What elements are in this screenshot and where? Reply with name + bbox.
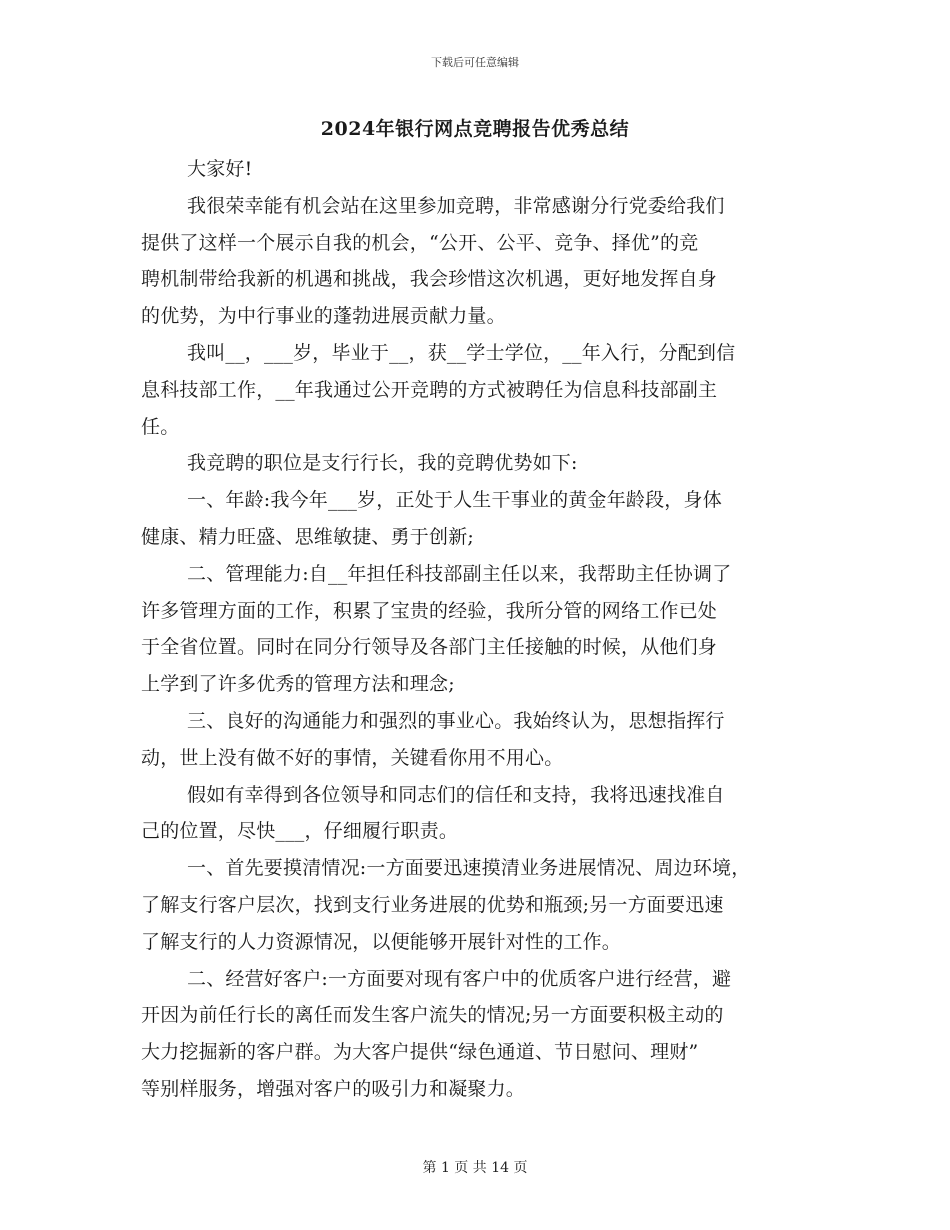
body-line: 开因为前任行长的离任而发生客户流失的情况;另一方面要积极主动的 [141, 1004, 724, 1027]
document-title: 2024年银行网点竞聘报告优秀总结 [320, 118, 630, 140]
body-line: 二、管理能力:自__年担任科技部副主任以来，我帮助主任协调了 [187, 562, 732, 585]
document-body [141, 151, 821, 1108]
body-line: 大力挖掘新的客户群。为大客户提供“绿色通道、节日慰问、理财” [141, 1041, 699, 1064]
body-line: 我很荣幸能有机会站在这里参加竞聘，非常感谢分行党委给我们 [187, 194, 725, 217]
body-line: 任。 [141, 415, 180, 438]
body-line: 二、经营好客户:一方面要对现有客户中的优质客户进行经营，避 [187, 967, 732, 990]
body-line: 上学到了许多优秀的管理方法和理念; [141, 673, 455, 696]
body-line: 许多管理方面的工作，积累了宝贵的经验，我所分管的网络工作已处 [141, 599, 718, 622]
body-line: 己的位置，尽快___，仔细履行职责。 [141, 820, 459, 843]
body-line: 于全省位置。同时在同分行领导及各部门主任接触的时候，从他们身 [141, 636, 718, 659]
body-line: 息科技部工作，__年我通过公开竞聘的方式被聘任为信息科技部副主 [141, 378, 718, 401]
body-line: 动，世上没有做不好的事情，关键看你用不用心。 [141, 746, 564, 769]
body-line: 假如有幸得到各位领导和同志们的信任和支持，我将迅速找准自 [187, 783, 725, 806]
body-line: 了解支行的人力资源情况，以便能够开展针对性的工作。 [141, 930, 622, 953]
body-line: 一、首先要摸清情况:一方面要迅速摸清业务进展情况、周边环境， [187, 857, 751, 880]
body-line: 我竞聘的职位是支行行长，我的竞聘优势如下: [187, 452, 578, 475]
body-line: 等别样服务，增强对客户的吸引力和凝聚力。 [141, 1077, 526, 1100]
body-line: 大家好! [187, 158, 253, 180]
body-line: 的优势，为中行事业的蓬勃进展贡献力量。 [141, 305, 506, 328]
body-line: 了解支行客户层次，找到支行业务进展的优势和瓶颈;另一方面要迅速 [141, 893, 724, 916]
body-line: 聘机制带给我新的机遇和挑战，我会珍惜这次机遇，更好地发挥自身 [141, 268, 718, 291]
body-line: 健康、精力旺盛、思维敏捷、勇于创新; [141, 525, 475, 548]
body-line: 我叫__，___岁，毕业于__，获__学士学位，__年入行，分配到信 [187, 341, 736, 364]
page-header-note: 下载后可任意编辑 [431, 56, 519, 69]
body-line: 提供了这样一个展示自我的机会，“公开、公平、竞争、择优”的竞 [141, 231, 699, 254]
body-line: 一、年龄:我今年___岁，正处于人生干事业的黄金年龄段，身体 [187, 489, 722, 512]
body-line: 三、良好的沟通能力和强烈的事业心。我始终认为，思想指挥行 [187, 709, 725, 732]
page-number: 第 1 页 共 14 页 [422, 1160, 528, 1176]
